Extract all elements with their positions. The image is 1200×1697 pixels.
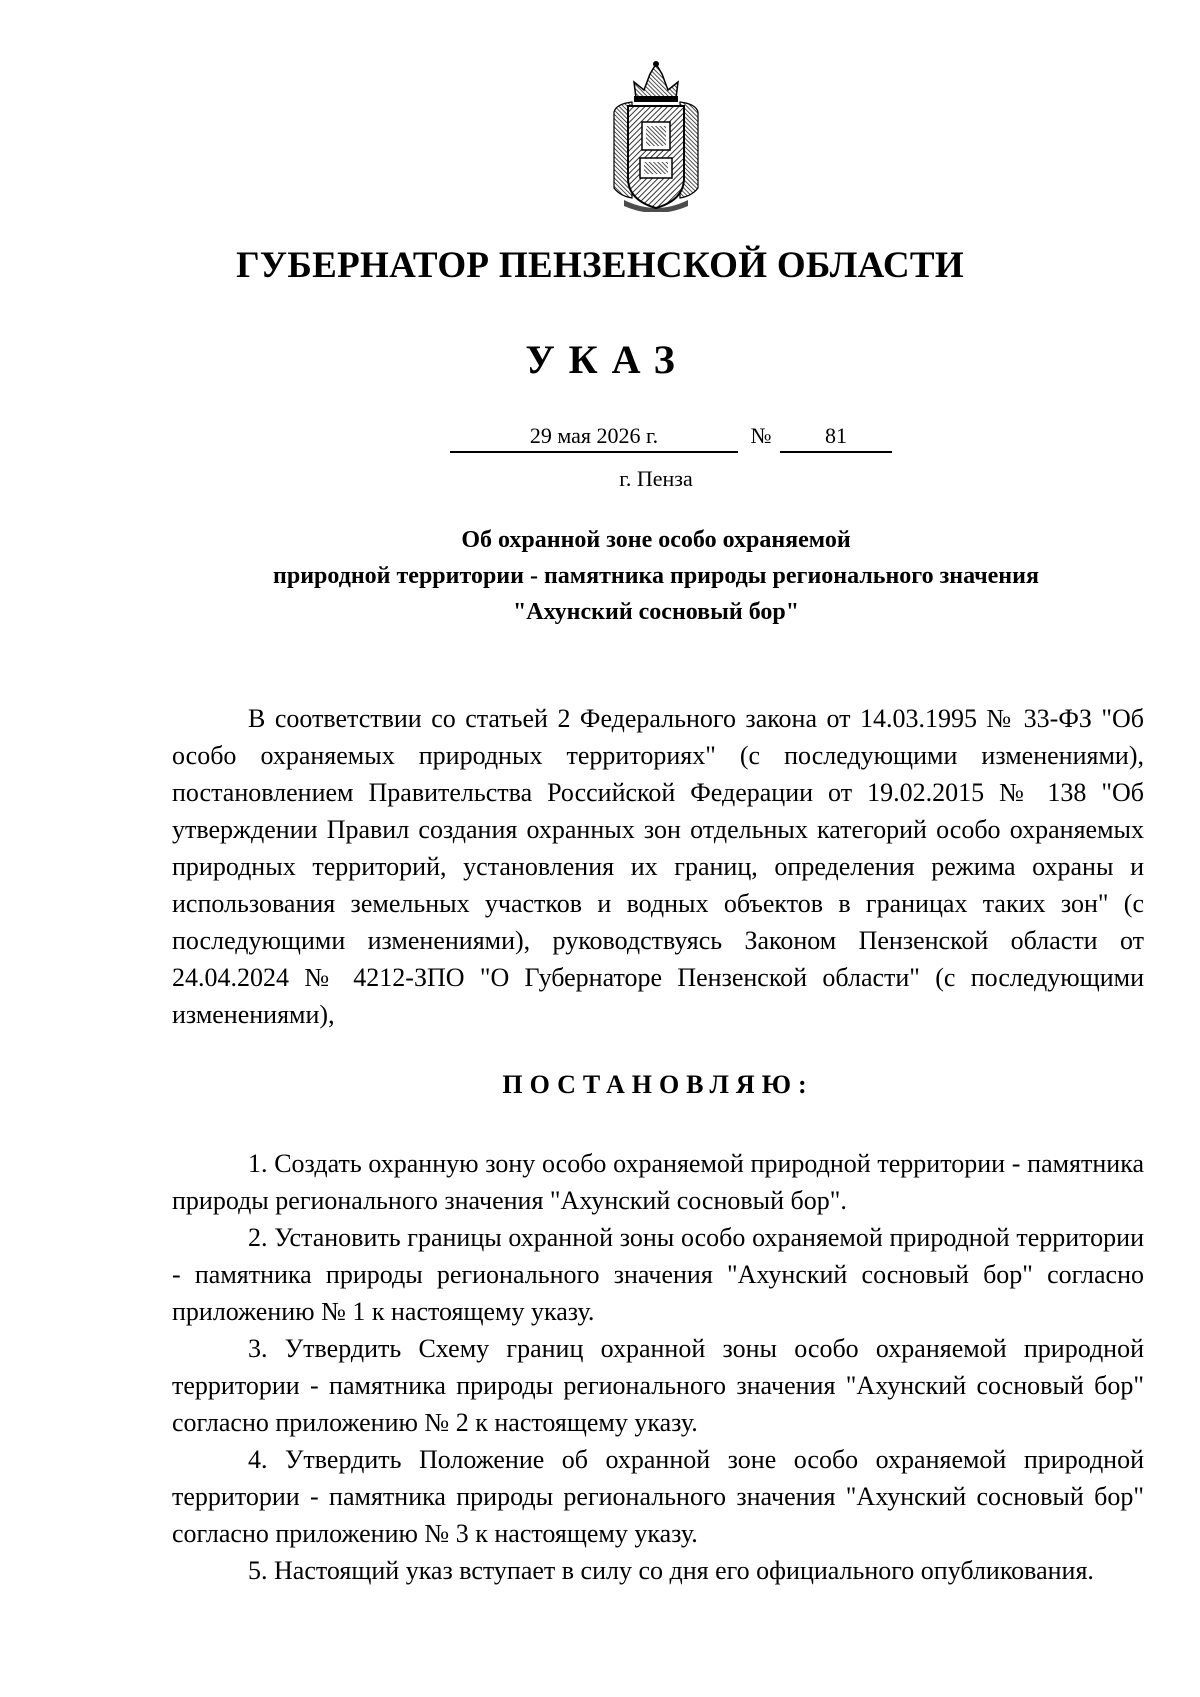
document-date: 29 мая 2026 г. xyxy=(450,421,738,453)
decree-item-5: 5. Настоящий указ вступает в силу со дня его официального опубликования. xyxy=(248,1556,1094,1585)
title-line-1: Об охранной зоне особо охраняемой xyxy=(461,527,851,553)
title-line-3: "Ахунский сосновый бор" xyxy=(512,599,800,625)
document-type: УКАЗ xyxy=(525,337,689,382)
preamble xyxy=(172,700,1144,1033)
decree-item-2: 2. Установить границы охранной зоны особо охраняемой природной территории - памятника природы регионального значения "Ахунский сосновый бор" согласно приложению № 1 к настоящему указу. xyxy=(172,1223,1144,1326)
document-number: 81 xyxy=(780,421,892,453)
number-sign: № xyxy=(750,423,772,448)
decree-item-1: 1. Создать охранную зону особо охраняемой природной территории - памятника природы регионального значения "Ахунский сосновый бор". xyxy=(172,1149,1144,1215)
preamble-paragraph: В соответствии со статьей 2 Федерального закона от 14.03.1995 № 33-ФЗ "Об особо охраняемых природных территориях" (с последующими изменениями), постановлением Правительства Российской Федерации от 19.02.2015 № 138 "Об утверждении Правил создания охранных зон отдельных категорий особо охраняемых природных территорий, установления их границ, определения режима охраны и использования земельных участков и водных объектов в границах таких зон" (с последующими изменениями), руководствуясь Законом Пензенской области от 24.04.2024 № 4212-ЗПО "О Губернаторе Пензенской области" (с последующими изменениями), xyxy=(172,704,1144,1029)
decree-item-3: 3. Утвердить Схему границ охранной зоны особо охраняемой природной территории - памятника природы регионального значения "Ахунский сосновый бор" согласно приложению № 2 к настоящему указу. xyxy=(172,1334,1144,1437)
decree-item-4: 4. Утвердить Положение об охранной зоне особо охраняемой природной территории - памятника природы регионального значения "Ахунский сосновый бор" согласно приложению № 3 к настоящему указу. xyxy=(172,1445,1144,1548)
organization-title: ГУБЕРНАТОР ПЕНЗЕНСКОЙ ОБЛАСТИ xyxy=(236,245,964,286)
document-city: г. Пенза xyxy=(619,466,693,491)
title-line-2: природной территории - памятника природы регионального значения xyxy=(273,563,1039,589)
decree-word: ПОСТАНОВЛЯЮ: xyxy=(502,1070,814,1099)
decree-items xyxy=(172,1145,1144,1589)
coat-of-arms-icon xyxy=(606,60,706,212)
document-title xyxy=(170,522,1142,630)
